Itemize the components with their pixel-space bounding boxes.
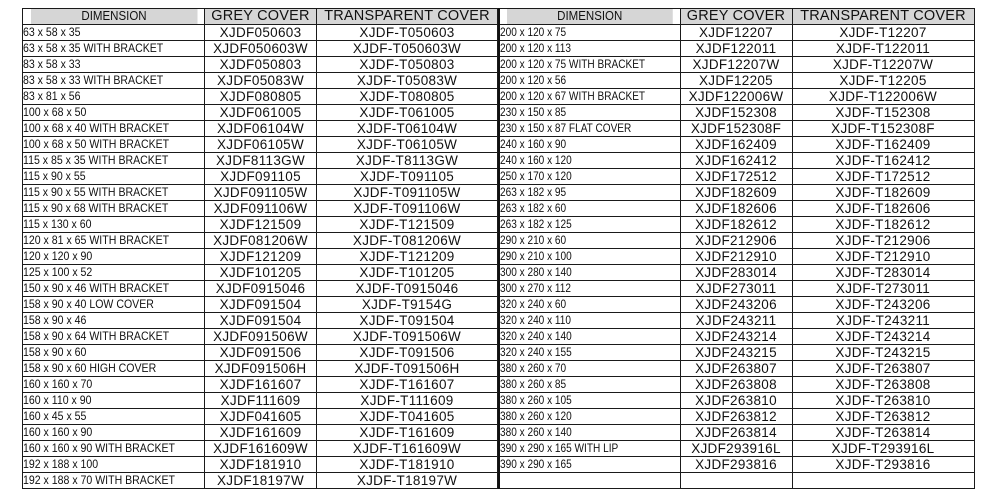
transparent-cover-code-cell: XJDF-T243214	[792, 329, 974, 345]
dimension-cell: 320 x 240 x 140	[499, 329, 680, 345]
grey-cover-code-cell: XJDF081206W	[205, 233, 317, 249]
table-row	[23, 25, 498, 41]
table-row	[499, 137, 974, 153]
grey-cover-code-cell: XJDF263812	[680, 409, 792, 425]
table-row	[23, 457, 498, 473]
table-row	[499, 185, 974, 201]
dimension-cell: 115 x 90 x 68 WITH BRACKET	[23, 201, 205, 217]
grey-cover-code-cell: XJDF05083W	[205, 73, 317, 89]
grey-cover-code-cell: XJDF050603	[205, 25, 317, 41]
grey-cover-code-cell: XJDF12207	[680, 25, 792, 41]
transparent-cover-code-cell: XJDF-T06104W	[317, 121, 498, 137]
transparent-cover-code-cell: XJDF-T050803	[317, 57, 498, 73]
transparent-cover-code-cell: XJDF-T050603W	[317, 41, 498, 57]
grey-cover-code-cell: XJDF293816	[680, 457, 792, 473]
table-row	[23, 105, 498, 121]
dimension-cell: 290 x 210 x 100	[499, 249, 680, 265]
grey-cover-code-cell: XJDF152308	[680, 105, 792, 121]
table-row	[23, 233, 498, 249]
grey-cover-code-cell: XJDF091106W	[205, 201, 317, 217]
grey-cover-code-cell: XJDF091506W	[205, 329, 317, 345]
table-row	[499, 25, 974, 41]
transparent-cover-code-cell: XJDF-T263814	[792, 425, 974, 441]
dimension-cell: 300 x 270 x 112	[499, 281, 680, 297]
transparent-cover-code-cell: XJDF-T05083W	[317, 73, 498, 89]
grey-cover-code-cell: XJDF263807	[680, 361, 792, 377]
transparent-cover-code-cell: XJDF-T162412	[792, 153, 974, 169]
grey-cover-code-cell: XJDF263814	[680, 425, 792, 441]
table-row	[23, 361, 498, 377]
dimension-cell: 158 x 90 x 60	[23, 345, 205, 361]
transparent-cover-code-cell: XJDF-T152308F	[792, 121, 974, 137]
dimension-cell: 100 x 68 x 50	[23, 105, 205, 121]
dimension-cell: 250 x 170 x 120	[499, 169, 680, 185]
table-row	[499, 89, 974, 105]
dimension-cell: 380 x 260 x 120	[499, 409, 680, 425]
transparent-cover-code-cell: XJDF-T081206W	[317, 233, 498, 249]
transparent-cover-code-cell: XJDF-T263810	[792, 393, 974, 409]
table-row	[23, 201, 498, 217]
table-row	[23, 393, 498, 409]
transparent-cover-code-cell: XJDF-T111609	[317, 393, 498, 409]
transparent-cover-code-cell: XJDF-T263808	[792, 377, 974, 393]
transparent-cover-code-cell: XJDF-T161609W	[317, 441, 498, 457]
grey-cover-code-cell: XJDF18197W	[205, 473, 317, 489]
dimension-header: DIMENSION	[30, 9, 197, 25]
dimension-cell: 380 x 260 x 105	[499, 393, 680, 409]
table-row	[23, 217, 498, 233]
grey-cover-code-cell: XJDF182609	[680, 185, 792, 201]
grey-cover-code-cell: XJDF122006W	[680, 89, 792, 105]
grey-cover-code-cell: XJDF162412	[680, 153, 792, 169]
table-row	[23, 425, 498, 441]
dimension-cell: 320 x 240 x 110	[499, 313, 680, 329]
table-row	[23, 297, 498, 313]
grey-cover-code-cell: XJDF152308F	[680, 121, 792, 137]
transparent-cover-code-cell: XJDF-T091105	[317, 169, 498, 185]
table-row	[499, 441, 974, 457]
dimension-cell: 158 x 90 x 64 WITH BRACKET	[23, 329, 205, 345]
transparent-cover-code-cell: XJDF-T091504	[317, 313, 498, 329]
dimension-cell: 83 x 81 x 56	[23, 89, 205, 105]
table-row	[23, 265, 498, 281]
dimension-cell: 390 x 290 x 165	[499, 457, 680, 473]
transparent-cover-code-cell: XJDF-T12205	[792, 73, 974, 89]
dimension-cell: 158 x 90 x 60 HIGH COVER	[23, 361, 205, 377]
dimension-cell: 200 x 120 x 75 WITH BRACKET	[499, 57, 680, 73]
dimension-cell: 120 x 81 x 65 WITH BRACKET	[23, 233, 205, 249]
table-row	[499, 217, 974, 233]
dimension-cell: 100 x 68 x 50 WITH BRACKET	[23, 137, 205, 153]
dimension-cell: 192 x 188 x 100	[23, 457, 205, 473]
transparent-cover-code-cell: XJDF-T243206	[792, 297, 974, 313]
transparent-cover-header: TRANSPARENT COVER	[792, 9, 974, 25]
transparent-cover-code-cell: XJDF-T293816	[792, 457, 974, 473]
table-row	[499, 425, 974, 441]
dimension-cell: 160 x 160 x 70	[23, 377, 205, 393]
transparent-cover-code-cell: XJDF-T263812	[792, 409, 974, 425]
transparent-cover-code-cell: XJDF-T263807	[792, 361, 974, 377]
transparent-cover-code-cell: XJDF-T152308	[792, 105, 974, 121]
dimension-cell: 230 x 150 x 87 FLAT COVER	[499, 121, 680, 137]
dimension-cell: 380 x 260 x 70	[499, 361, 680, 377]
grey-cover-code-cell: XJDF161609	[205, 425, 317, 441]
dimension-cell: 63 x 58 x 35	[23, 25, 205, 41]
transparent-cover-code-cell: XJDF-T182612	[792, 217, 974, 233]
grey-cover-code-cell: XJDF06104W	[205, 121, 317, 137]
grey-cover-code-cell: XJDF091506H	[205, 361, 317, 377]
transparent-cover-code-cell: XJDF-T080805	[317, 89, 498, 105]
dimension-cell	[499, 473, 680, 489]
grey-cover-code-cell: XJDF293916L	[680, 441, 792, 457]
dimension-cell: 192 x 188 x 70 WITH BRACKET	[23, 473, 205, 489]
transparent-cover-code-cell: XJDF-T12207W	[792, 57, 974, 73]
dimension-cell: 83 x 58 x 33 WITH BRACKET	[23, 73, 205, 89]
transparent-cover-code-cell: XJDF-T212910	[792, 249, 974, 265]
table-row	[23, 89, 498, 105]
grey-cover-code-cell: XJDF050603W	[205, 41, 317, 57]
transparent-cover-code-cell: XJDF-T243211	[792, 313, 974, 329]
table-row	[499, 201, 974, 217]
dimension-cell: 160 x 160 x 90 WITH BRACKET	[23, 441, 205, 457]
table-row	[23, 73, 498, 89]
transparent-cover-code-cell: XJDF-T182609	[792, 185, 974, 201]
grey-cover-code-cell: XJDF263808	[680, 377, 792, 393]
grey-cover-code-cell: XJDF162409	[680, 137, 792, 153]
dimension-cell: 300 x 280 x 140	[499, 265, 680, 281]
grey-cover-code-cell: XJDF0915046	[205, 281, 317, 297]
dimension-cell: 240 x 160 x 120	[499, 153, 680, 169]
dimension-cell: 83 x 58 x 33	[23, 57, 205, 73]
grey-cover-code-cell: XJDF212906	[680, 233, 792, 249]
transparent-cover-code-cell: XJDF-T162409	[792, 137, 974, 153]
transparent-cover-code-cell: XJDF-T091106W	[317, 201, 498, 217]
dimension-cell: 263 x 182 x 95	[499, 185, 680, 201]
transparent-cover-code-cell: XJDF-T161609	[317, 425, 498, 441]
table-row	[23, 377, 498, 393]
transparent-cover-code-cell: XJDF-T0915046	[317, 281, 498, 297]
grey-cover-code-cell: XJDF243215	[680, 345, 792, 361]
table-row	[499, 377, 974, 393]
dimension-cell: 125 x 100 x 52	[23, 265, 205, 281]
dimension-cell: 160 x 110 x 90	[23, 393, 205, 409]
dimension-cell: 120 x 120 x 90	[23, 249, 205, 265]
dimension-cell: 380 x 260 x 140	[499, 425, 680, 441]
table-row	[499, 57, 974, 73]
table-row	[23, 121, 498, 137]
dimension-cell: 63 x 58 x 35 WITH BRACKET	[23, 41, 205, 57]
dimension-cell: 160 x 160 x 90	[23, 425, 205, 441]
transparent-cover-code-cell: XJDF-T121509	[317, 217, 498, 233]
grey-cover-code-cell: XJDF121209	[205, 249, 317, 265]
grey-cover-header: GREY COVER	[680, 9, 792, 25]
grey-cover-code-cell: XJDF12207W	[680, 57, 792, 73]
dimension-cell: 200 x 120 x 67 WITH BRACKET	[499, 89, 680, 105]
transparent-cover-code-cell: XJDF-T273011	[792, 281, 974, 297]
dimension-cell: 115 x 90 x 55	[23, 169, 205, 185]
enclosure-spec-sheet	[22, 8, 975, 489]
grey-cover-code-cell: XJDF041605	[205, 409, 317, 425]
dimension-cell: 200 x 120 x 113	[499, 41, 680, 57]
table-row	[23, 57, 498, 73]
transparent-cover-code-cell: XJDF-T122006W	[792, 89, 974, 105]
transparent-cover-code-cell: XJDF-T293916L	[792, 441, 974, 457]
grey-cover-code-cell: XJDF091504	[205, 297, 317, 313]
table-row	[23, 281, 498, 297]
table-row	[499, 233, 974, 249]
grey-cover-code-cell: XJDF121509	[205, 217, 317, 233]
grey-cover-code-cell: XJDF050803	[205, 57, 317, 73]
dimension-cell: 115 x 130 x 60	[23, 217, 205, 233]
table-row	[23, 41, 498, 57]
grey-cover-code-cell: XJDF243206	[680, 297, 792, 313]
dimension-cell: 200 x 120 x 56	[499, 73, 680, 89]
transparent-cover-code-cell: XJDF-T091506W	[317, 329, 498, 345]
grey-cover-code-cell: XJDF182612	[680, 217, 792, 233]
grey-cover-header: GREY COVER	[205, 9, 317, 25]
table-row	[23, 249, 498, 265]
grey-cover-code-cell: XJDF12205	[680, 73, 792, 89]
table-row	[499, 41, 974, 57]
table-header-row	[499, 9, 974, 25]
transparent-cover-code-cell: XJDF-T172512	[792, 169, 974, 185]
transparent-cover-code-cell: XJDF-T8113GW	[317, 153, 498, 169]
dimension-cell: 115 x 85 x 35 WITH BRACKET	[23, 153, 205, 169]
transparent-cover-code-cell: XJDF-T122011	[792, 41, 974, 57]
dimension-cell: 320 x 240 x 155	[499, 345, 680, 361]
grey-cover-code-cell: XJDF8113GW	[205, 153, 317, 169]
transparent-cover-code-cell: XJDF-T212906	[792, 233, 974, 249]
transparent-cover-code-cell: XJDF-T041605	[317, 409, 498, 425]
transparent-cover-code-cell: XJDF-T091506	[317, 345, 498, 361]
transparent-cover-code-cell	[792, 473, 974, 489]
dimension-header: DIMENSION	[506, 9, 673, 25]
grey-cover-code-cell: XJDF091506	[205, 345, 317, 361]
transparent-cover-code-cell: XJDF-T121209	[317, 249, 498, 265]
table-row	[499, 329, 974, 345]
transparent-cover-code-cell: XJDF-T091506H	[317, 361, 498, 377]
grey-cover-code-cell: XJDF111609	[205, 393, 317, 409]
table-row	[23, 409, 498, 425]
grey-cover-code-cell: XJDF212910	[680, 249, 792, 265]
dimension-cell: 158 x 90 x 40 LOW COVER	[23, 297, 205, 313]
table-row	[499, 393, 974, 409]
table-row	[499, 281, 974, 297]
table-row	[23, 153, 498, 169]
dimension-cell: 158 x 90 x 46	[23, 313, 205, 329]
transparent-cover-code-cell: XJDF-T061005	[317, 105, 498, 121]
grey-cover-code-cell: XJDF161607	[205, 377, 317, 393]
table-row	[499, 265, 974, 281]
dimension-cell: 390 x 290 x 165 WITH LIP	[499, 441, 680, 457]
dimension-cell: 160 x 45 x 55	[23, 409, 205, 425]
table-row	[499, 457, 974, 473]
grey-cover-code-cell: XJDF091105W	[205, 185, 317, 201]
dimension-cell: 230 x 150 x 85	[499, 105, 680, 121]
transparent-cover-code-cell: XJDF-T101205	[317, 265, 498, 281]
table-row	[23, 185, 498, 201]
grey-cover-code-cell: XJDF181910	[205, 457, 317, 473]
grey-cover-code-cell	[680, 473, 792, 489]
grey-cover-code-cell: XJDF172512	[680, 169, 792, 185]
dimension-cell: 380 x 260 x 85	[499, 377, 680, 393]
grey-cover-code-cell: XJDF091504	[205, 313, 317, 329]
grey-cover-code-cell: XJDF091105	[205, 169, 317, 185]
table-row	[23, 169, 498, 185]
table-row	[499, 345, 974, 361]
table-row	[499, 105, 974, 121]
table-row	[499, 313, 974, 329]
table-row	[23, 313, 498, 329]
dimension-cell: 200 x 120 x 75	[499, 25, 680, 41]
table-row	[23, 345, 498, 361]
enclosure-table-left	[22, 8, 498, 489]
dimension-cell: 150 x 90 x 46 WITH BRACKET	[23, 281, 205, 297]
dimension-cell: 263 x 182 x 125	[499, 217, 680, 233]
table-row	[499, 169, 974, 185]
grey-cover-code-cell: XJDF182606	[680, 201, 792, 217]
dimension-cell: 263 x 182 x 60	[499, 201, 680, 217]
transparent-cover-code-cell: XJDF-T091105W	[317, 185, 498, 201]
grey-cover-code-cell: XJDF161609W	[205, 441, 317, 457]
table-row	[499, 409, 974, 425]
enclosure-table-right	[498, 8, 975, 489]
dimension-cell: 115 x 90 x 55 WITH BRACKET	[23, 185, 205, 201]
transparent-cover-code-cell: XJDF-T283014	[792, 265, 974, 281]
dimension-cell: 100 x 68 x 40 WITH BRACKET	[23, 121, 205, 137]
grey-cover-code-cell: XJDF061005	[205, 105, 317, 121]
table-row	[499, 121, 974, 137]
dimension-cell: 290 x 210 x 60	[499, 233, 680, 249]
table-row	[499, 473, 974, 489]
table-row	[23, 329, 498, 345]
dimension-cell: 320 x 240 x 60	[499, 297, 680, 313]
dimension-cell: 240 x 160 x 90	[499, 137, 680, 153]
table-header-row	[23, 9, 498, 25]
grey-cover-code-cell: XJDF080805	[205, 89, 317, 105]
transparent-cover-code-cell: XJDF-T243215	[792, 345, 974, 361]
table-row	[499, 249, 974, 265]
grey-cover-code-cell: XJDF243211	[680, 313, 792, 329]
table-row	[23, 137, 498, 153]
grey-cover-code-cell: XJDF263810	[680, 393, 792, 409]
transparent-cover-code-cell: XJDF-T9154G	[317, 297, 498, 313]
transparent-cover-code-cell: XJDF-T12207	[792, 25, 974, 41]
table-row	[23, 473, 498, 489]
grey-cover-code-cell: XJDF283014	[680, 265, 792, 281]
transparent-cover-code-cell: XJDF-T050603	[317, 25, 498, 41]
grey-cover-code-cell: XJDF122011	[680, 41, 792, 57]
transparent-cover-code-cell: XJDF-T18197W	[317, 473, 498, 489]
table-row	[499, 153, 974, 169]
transparent-cover-code-cell: XJDF-T182606	[792, 201, 974, 217]
table-row	[499, 361, 974, 377]
transparent-cover-code-cell: XJDF-T06105W	[317, 137, 498, 153]
transparent-cover-code-cell: XJDF-T161607	[317, 377, 498, 393]
table-row	[499, 73, 974, 89]
table-row	[23, 441, 498, 457]
grey-cover-code-cell: XJDF273011	[680, 281, 792, 297]
grey-cover-code-cell: XJDF101205	[205, 265, 317, 281]
table-row	[499, 297, 974, 313]
transparent-cover-header: TRANSPARENT COVER	[317, 9, 498, 25]
grey-cover-code-cell: XJDF243214	[680, 329, 792, 345]
grey-cover-code-cell: XJDF06105W	[205, 137, 317, 153]
transparent-cover-code-cell: XJDF-T181910	[317, 457, 498, 473]
